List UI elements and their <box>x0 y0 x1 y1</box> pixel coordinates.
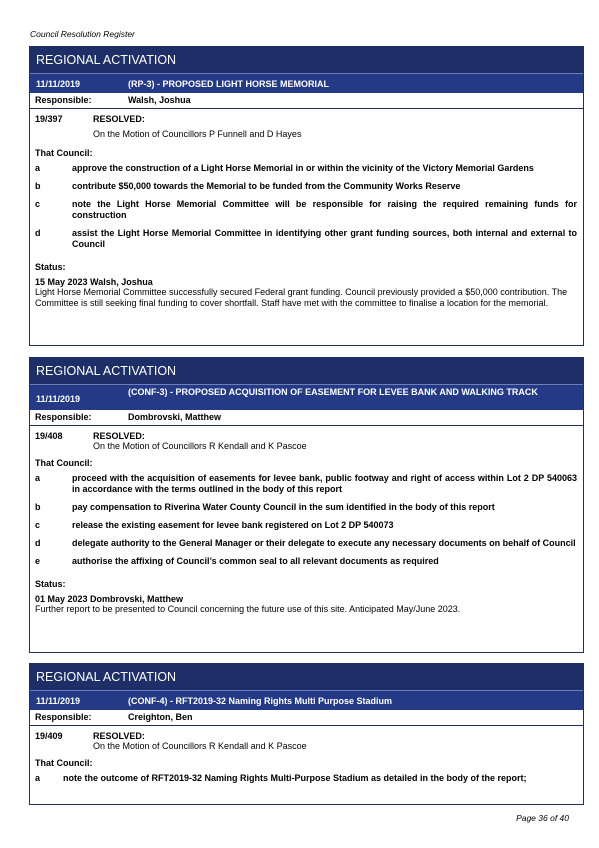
resolution-number: 19/409 <box>35 731 63 741</box>
item-letter: c <box>35 520 41 530</box>
item-text: proceed with the acquisition of easements for levee bank, public footway and right of access within Lot 2 DP 540063 in accordance with the terms outlined in the body of this report <box>72 473 577 494</box>
responsible-label: Responsible: <box>35 412 92 422</box>
page-header-title: Council Resolution Register <box>30 29 135 39</box>
responsible-officer: Creighton, Ben <box>128 712 193 722</box>
motion-text: On the Motion of Councillors P Funnell and D Hayes <box>93 129 302 139</box>
item-heading-bar <box>30 384 583 410</box>
meeting-date: 11/11/2019 <box>36 394 81 404</box>
item-text: note the Light Horse Memorial Committee will be responsible for raising the required remaining funds for construction <box>72 199 577 220</box>
item-text: assist the Light Horse Memorial Committee in identifying other grant funding sources, both internal and external to Council <box>72 228 577 249</box>
item-title: (CONF-3) - PROPOSED ACQUISITION OF EASEMENT FOR LEVEE BANK AND WALKING TRACK <box>128 387 538 397</box>
item-letter: d <box>35 228 41 238</box>
resolution-number: 19/397 <box>35 114 63 124</box>
item-letter: b <box>35 181 41 191</box>
responsible-officer: Walsh, Joshua <box>128 95 191 105</box>
responsible-row <box>30 410 583 426</box>
resolution-number: 19/408 <box>35 431 63 441</box>
meeting-date: 11/11/2019 <box>36 696 81 706</box>
resolution-block <box>35 426 577 453</box>
status-text: Further report to be presented to Council concerning the future use of this site. Anticipated May/June 2023. <box>35 604 461 614</box>
resolution-block <box>35 109 577 143</box>
resolution-record <box>29 663 584 805</box>
status-label: Status: <box>35 579 66 589</box>
resolution-record <box>29 46 584 346</box>
item-text: release the existing easement for levee bank registered on Lot 2 DP 540073 <box>72 520 394 530</box>
item-text: approve the construction of a Light Horse Memorial in or within the vicinity of the Victory Memorial Gardens <box>72 163 534 173</box>
item-heading-bar <box>30 690 583 710</box>
motion-text: On the Motion of Councillors R Kendall and K Pascoe <box>93 441 307 451</box>
resolution-item <box>35 163 577 174</box>
record-body <box>30 426 583 623</box>
page-number: Page 36 of 40 <box>516 813 569 823</box>
resolved-label: RESOLVED: <box>93 731 145 741</box>
section-heading: REGIONAL ACTIVATION <box>30 47 583 73</box>
item-letter: d <box>35 538 41 548</box>
responsible-officer: Dombrovski, Matthew <box>128 412 222 422</box>
item-letter: c <box>35 199 41 209</box>
resolution-item <box>35 199 577 221</box>
resolution-items <box>35 473 577 567</box>
resolution-item <box>35 502 577 513</box>
item-text: note the outcome of RFT2019-32 Naming Rights Multi-Purpose Stadium as detailed in the body of the report; <box>63 773 527 783</box>
item-text: delegate authority to the General Manager or their delegate to execute any necessary documents on behalf of Council <box>72 538 576 548</box>
resolution-item <box>35 520 577 531</box>
record-body <box>30 726 583 799</box>
item-letter: a <box>35 473 41 483</box>
resolution-item <box>35 228 577 250</box>
item-letter: e <box>35 556 41 566</box>
resolution-items <box>35 163 577 250</box>
motion-text: On the Motion of Councillors R Kendall and K Pascoe <box>93 741 307 751</box>
item-letter: a <box>35 163 41 173</box>
item-heading-bar <box>30 73 583 93</box>
status-text: Light Horse Memorial Committee successfully secured Federal grant funding. Council previously provided a $50,000 contribution. The Committee is still seeking final funding to cover shortfall. Staff have met with the committee to finalise a location for the memorial. <box>35 287 568 308</box>
responsible-row <box>30 710 583 726</box>
resolution-item <box>35 538 577 549</box>
item-letter: a <box>35 773 41 783</box>
item-text: pay compensation to Riverina Water County Council in the sum identified in the body of this report <box>72 502 495 512</box>
item-text: authorise the affixing of Council’s common seal to all relevant documents as required <box>72 556 439 566</box>
responsible-row <box>30 93 583 109</box>
item-letter: b <box>35 502 41 512</box>
record-body <box>30 109 583 317</box>
status-label: Status: <box>35 262 66 272</box>
meeting-date: 11/11/2019 <box>36 79 81 89</box>
resolution-item <box>35 181 577 192</box>
that-council-label: That Council: <box>35 758 93 768</box>
that-council-label: That Council: <box>35 458 93 468</box>
item-title: (CONF-4) - RFT2019-32 Naming Rights Multi Purpose Stadium <box>128 696 393 706</box>
section-heading: REGIONAL ACTIVATION <box>30 664 583 690</box>
that-council-label: That Council: <box>35 148 93 158</box>
resolved-label: RESOLVED: <box>93 114 145 124</box>
resolution-record <box>29 357 584 653</box>
item-text: contribute $50,000 towards the Memorial to be funded from the Community Works Reserve <box>72 181 461 191</box>
resolution-block <box>35 726 577 753</box>
resolved-label: RESOLVED: <box>93 431 145 441</box>
resolution-item <box>35 773 577 784</box>
responsible-label: Responsible: <box>35 712 92 722</box>
resolution-item <box>35 473 577 495</box>
status-date: 01 May 2023 Dombrovski, Matthew <box>35 594 184 604</box>
section-heading: REGIONAL ACTIVATION <box>30 358 583 384</box>
resolution-item <box>35 556 577 567</box>
responsible-label: Responsible: <box>35 95 92 105</box>
resolution-items <box>35 773 577 784</box>
status-date: 15 May 2023 Walsh, Joshua <box>35 277 153 287</box>
item-title: (RP-3) - PROPOSED LIGHT HORSE MEMORIAL <box>128 79 330 89</box>
